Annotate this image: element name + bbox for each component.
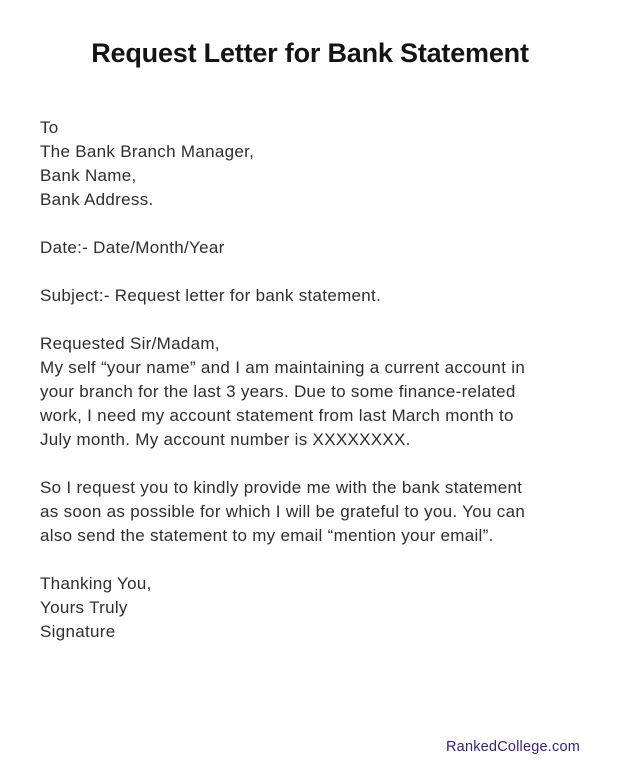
page-title: Request Letter for Bank Statement — [91, 38, 529, 68]
recipient-line-to: To — [40, 118, 59, 137]
main-paragraph-block — [40, 332, 580, 452]
letter-body — [0, 116, 620, 644]
footer-site-link[interactable]: RankedCollege.com — [446, 739, 580, 755]
closing-thanking: Thanking You, — [40, 574, 152, 593]
subject-line: Subject:- Request letter for bank statement. — [40, 286, 382, 305]
footer — [446, 738, 580, 756]
closing-yours-truly: Yours Truly — [40, 598, 128, 617]
body-paragraph-2: So I request you to kindly provide me with the bank statement as soon as possible for which I will be grateful to you. You can also send the statement to my email “mention your email”. — [40, 478, 526, 545]
closing-block — [40, 572, 580, 644]
salutation: Requested Sir/Madam, — [40, 334, 220, 353]
body-paragraph-1: My self “your name” and I am maintaining a current account in your branch for the last 3 years. Due to some finance-related work, I need my account statement from last March month to July month. My account number is XXXXXXXX. — [40, 358, 526, 449]
date-line: Date:- Date/Month/Year — [40, 238, 225, 257]
closing-signature: Signature — [40, 622, 116, 641]
recipient-line-manager: The Bank Branch Manager, — [40, 142, 255, 161]
recipient-block — [40, 116, 580, 212]
recipient-line-bank-address: Bank Address. — [40, 190, 154, 209]
recipient-line-bank-name: Bank Name, — [40, 166, 137, 185]
